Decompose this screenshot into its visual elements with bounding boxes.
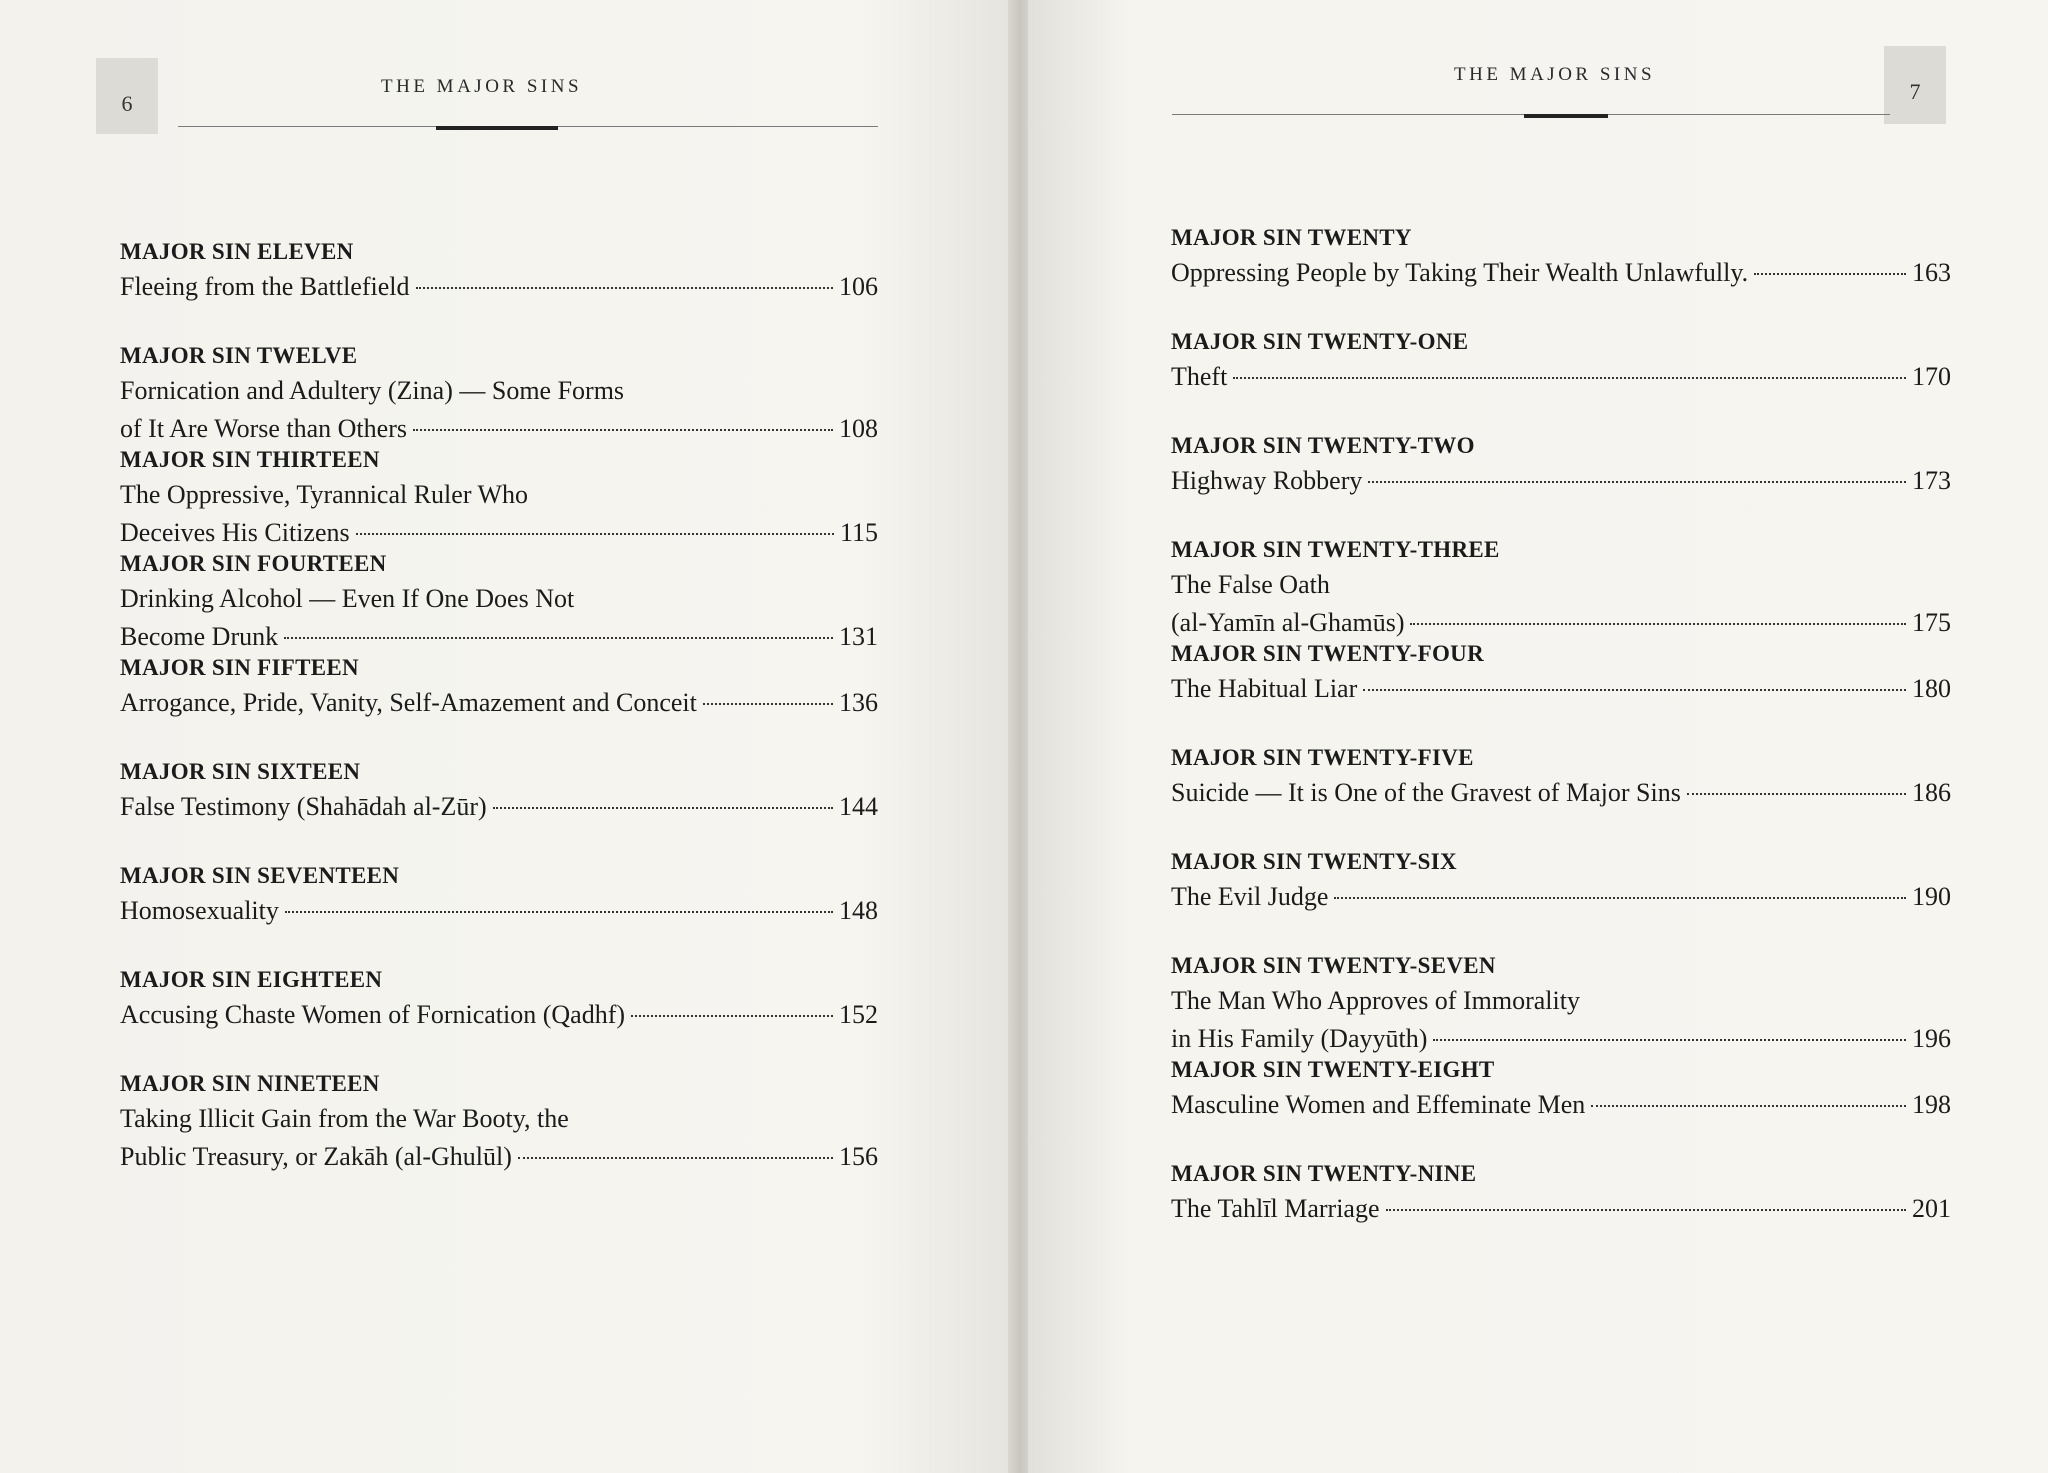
toc-entry	[120, 652, 878, 756]
toc-entry-heading: MAJOR SIN TWENTY	[1171, 225, 1412, 250]
toc-entry-heading: MAJOR SIN TWENTY-THREE	[1171, 537, 1500, 562]
toc-entry-title: Theft	[1171, 362, 1228, 391]
toc-entry-line	[1171, 1086, 1951, 1124]
toc-entry-line	[120, 580, 878, 618]
toc-entry-line	[120, 684, 878, 722]
toc-entry-page-number: 136	[839, 688, 878, 717]
toc-entry-title: Deceives His Citizens	[120, 518, 350, 547]
toc-entry	[1171, 430, 1951, 534]
dot-leader	[1368, 481, 1906, 483]
toc-entry-heading: MAJOR SIN TWENTY-SIX	[1171, 849, 1457, 874]
toc-entry	[120, 340, 878, 444]
toc-entry-page-number: 156	[839, 1142, 878, 1171]
running-head: THE MAJOR SINS	[381, 76, 583, 97]
toc-entry-page-number: 115	[839, 518, 878, 547]
toc-entry	[1171, 950, 1951, 1054]
toc-entry-line	[120, 372, 878, 410]
toc-entry-title: of It Are Worse than Others	[120, 414, 407, 443]
toc-entry-page-number: 163	[1912, 258, 1951, 287]
toc-entry	[1171, 1054, 1951, 1158]
toc-entry-line	[120, 892, 878, 930]
toc-entry-line	[120, 1100, 878, 1138]
dot-leader	[631, 1015, 833, 1017]
toc-entry-page-number: 170	[1912, 362, 1951, 391]
toc-entry	[120, 444, 878, 548]
dot-leader	[1433, 1039, 1906, 1041]
toc-entry-line	[1171, 774, 1951, 812]
toc-entry-heading: MAJOR SIN TWENTY-EIGHT	[1171, 1057, 1495, 1082]
toc-entry-title: Drinking Alcohol — Even If One Does Not	[120, 584, 575, 613]
toc-entry-line	[1171, 462, 1951, 500]
toc-entry-title: The False Oath	[1171, 570, 1330, 599]
toc-entry-title: The Oppressive, Tyrannical Ruler Who	[120, 480, 529, 509]
toc-entry	[120, 964, 878, 1068]
toc-entry-title: (al-Yamīn al-Ghamūs)	[1171, 608, 1405, 637]
toc-entry-line	[120, 788, 878, 826]
toc-entry-heading: MAJOR SIN TWENTY-ONE	[1171, 329, 1469, 354]
toc-entry-line	[1171, 1190, 1951, 1228]
toc-entry-heading: MAJOR SIN SIXTEEN	[120, 759, 361, 784]
toc-entry-heading: MAJOR SIN NINETEEN	[120, 1071, 380, 1096]
toc-entry-heading: MAJOR SIN SEVENTEEN	[120, 863, 400, 888]
toc-entry-title: The Evil Judge	[1171, 882, 1329, 911]
toc-entry-heading: MAJOR SIN FOURTEEN	[120, 551, 387, 576]
toc-entry-title: Suicide — It is One of the Gravest of Major Sins	[1171, 778, 1681, 807]
toc-entry-title: Taking Illicit Gain from the War Booty, the	[120, 1104, 569, 1133]
dot-leader	[1233, 377, 1906, 379]
toc-entry-line	[120, 514, 878, 552]
dot-leader	[518, 1157, 833, 1159]
toc-entry-page-number: 131	[839, 622, 878, 651]
toc-entry-line	[1171, 254, 1951, 292]
toc-entry-heading: MAJOR SIN TWENTY-FIVE	[1171, 745, 1474, 770]
toc-entry-title: False Testimony (Shahādah al-Zūr)	[120, 792, 487, 821]
toc-entry-title: Oppressing People by Taking Their Wealth Unlawfully.	[1171, 258, 1749, 287]
toc-entry-title: Become Drunk	[120, 622, 279, 651]
dot-leader	[1386, 1209, 1906, 1211]
toc-entry-page-number: 175	[1912, 608, 1951, 637]
dot-leader	[284, 637, 833, 639]
toc-entry	[1171, 326, 1951, 430]
toc-entry	[1171, 638, 1951, 742]
toc-entry-page-number: 186	[1912, 778, 1951, 807]
toc-entry-page-number: 190	[1912, 882, 1951, 911]
toc-entry-title: The Man Who Approves of Immorality	[1171, 986, 1580, 1015]
toc-entry-heading: MAJOR SIN THIRTEEN	[120, 447, 380, 472]
toc-entry-title: Highway Robbery	[1171, 466, 1363, 495]
toc-entry-page-number: 173	[1912, 466, 1951, 495]
toc-entry-line	[120, 268, 878, 306]
toc-entry-line	[1171, 566, 1951, 604]
toc-entry-title: Masculine Women and Effeminate Men	[1171, 1090, 1586, 1119]
header-rule-accent	[436, 126, 558, 130]
toc-entry-line	[1171, 878, 1951, 916]
toc-entry-page-number: 144	[839, 792, 878, 821]
toc-entry	[1171, 534, 1951, 638]
toc-entry-page-number: 196	[1912, 1024, 1951, 1053]
toc-entry	[120, 548, 878, 652]
header-rule-accent	[1524, 114, 1608, 118]
toc-entry-heading: MAJOR SIN TWENTY-SEVEN	[1171, 953, 1496, 978]
right-page	[1028, 0, 2048, 1473]
toc-entry-title: in His Family (Dayyūth)	[1171, 1024, 1428, 1053]
toc-list	[120, 236, 878, 1172]
toc-entry-page-number: 152	[839, 1000, 878, 1029]
dot-leader	[356, 533, 834, 535]
page-number: 7	[1884, 46, 1946, 124]
toc-entry-title: Homosexuality	[120, 896, 279, 925]
toc-entry-heading: MAJOR SIN ELEVEN	[120, 239, 354, 264]
toc-entry-heading: MAJOR SIN TWENTY-FOUR	[1171, 641, 1485, 666]
dot-leader	[1334, 897, 1906, 899]
toc-entry-heading: MAJOR SIN TWELVE	[120, 343, 358, 368]
toc-entry-title: Fleeing from the Battlefield	[120, 272, 410, 301]
toc-entry-line	[1171, 358, 1951, 396]
toc-entry	[120, 860, 878, 964]
toc-entry-line	[1171, 670, 1951, 708]
toc-entry-heading: MAJOR SIN TWENTY-TWO	[1171, 433, 1475, 458]
running-head: THE MAJOR SINS	[1454, 64, 1656, 85]
toc-entry-heading: MAJOR SIN EIGHTEEN	[120, 967, 383, 992]
toc-entry	[1171, 1158, 1951, 1262]
dot-leader	[703, 703, 833, 705]
toc-entry	[1171, 846, 1951, 950]
toc-entry-title: Accusing Chaste Women of Fornication (Qadhf)	[120, 1000, 626, 1029]
left-page	[0, 0, 1012, 1473]
toc-entry-title: Arrogance, Pride, Vanity, Self-Amazement and Conceit	[120, 688, 697, 717]
toc-entry-title: The Habitual Liar	[1171, 674, 1358, 703]
toc-entry	[1171, 742, 1951, 846]
toc-entry	[120, 236, 878, 340]
toc-entry-heading: MAJOR SIN TWENTY-NINE	[1171, 1161, 1477, 1186]
toc-entry	[120, 1068, 878, 1172]
toc-entry-page-number: 201	[1912, 1194, 1951, 1223]
toc-entry-page-number: 148	[839, 896, 878, 925]
toc-entry-line	[120, 618, 878, 656]
toc-entry	[1171, 222, 1951, 326]
toc-entry-page-number: 198	[1912, 1090, 1951, 1119]
dot-leader	[413, 429, 833, 431]
toc-entry-title: The Tahlīl Marriage	[1171, 1194, 1380, 1223]
toc-entry-line	[120, 996, 878, 1034]
toc-list	[1171, 222, 1951, 1262]
toc-entry-title: Fornication and Adultery (Zina) — Some Forms	[120, 376, 625, 405]
toc-entry-line	[1171, 1020, 1951, 1058]
toc-entry-heading: MAJOR SIN FIFTEEN	[120, 655, 359, 680]
dot-leader	[285, 911, 833, 913]
toc-entry-line	[120, 1138, 878, 1176]
toc-entry-page-number: 108	[839, 414, 878, 443]
dot-leader	[1591, 1105, 1906, 1107]
dot-leader	[1363, 689, 1906, 691]
dot-leader	[1410, 623, 1906, 625]
toc-entry-line	[120, 410, 878, 448]
dot-leader	[1754, 273, 1906, 275]
toc-entry-title: Public Treasury, or Zakāh (al-Ghulūl)	[120, 1142, 512, 1171]
dot-leader	[416, 287, 833, 289]
page-number: 6	[96, 58, 158, 134]
toc-entry-line	[1171, 982, 1951, 1020]
dot-leader	[1687, 793, 1906, 795]
toc-entry-page-number: 180	[1912, 674, 1951, 703]
toc-entry-page-number: 106	[839, 272, 878, 301]
toc-entry	[120, 756, 878, 860]
toc-entry-line	[120, 476, 878, 514]
dot-leader	[493, 807, 833, 809]
toc-entry-line	[1171, 604, 1951, 642]
